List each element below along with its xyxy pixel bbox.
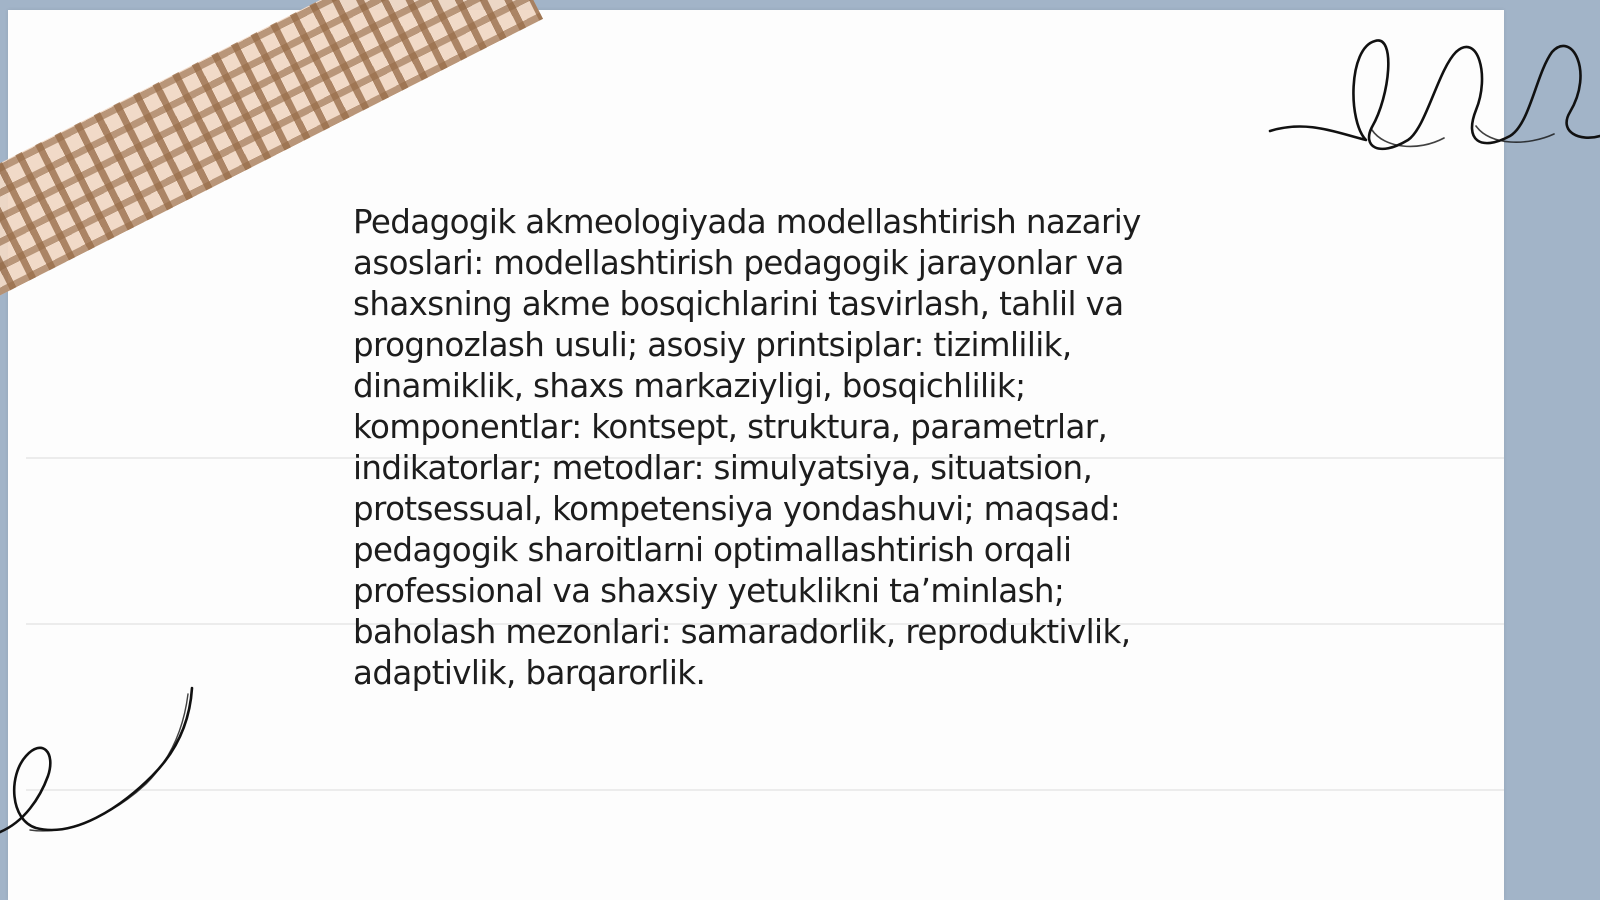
slide-body-text: Pedagogik akmeologiyada modellashtirish nazariy asoslari: modellashtirish pedagogik jarayonlar va shaxsning akme bosqichlarini tasvirlash, tahlil va prognozlash usuli; asosiy printsiplar: tizimlilik, dinamiklik, shaxs markaziyligi, bosqichlilik; komponentlar: kontsept, struktura, parametrlar, indikatorlar; metodlar: simulyatsiya, situatsion, protsessual, kompetensiya yondashuvi; maqsad: pedagogik sharoitlarni optimallashtirish orqali professional va shaxsiy yetuklikni ta’minlash; baholash mezonlari: samaradorlik, reproduktivlik, adaptivlik, barqarorlik. (353, 203, 1141, 692)
ruled-line (26, 789, 1504, 791)
squiggle-decoration-bottom-left (0, 680, 200, 840)
squiggle-decoration-top-right (1268, 30, 1600, 160)
